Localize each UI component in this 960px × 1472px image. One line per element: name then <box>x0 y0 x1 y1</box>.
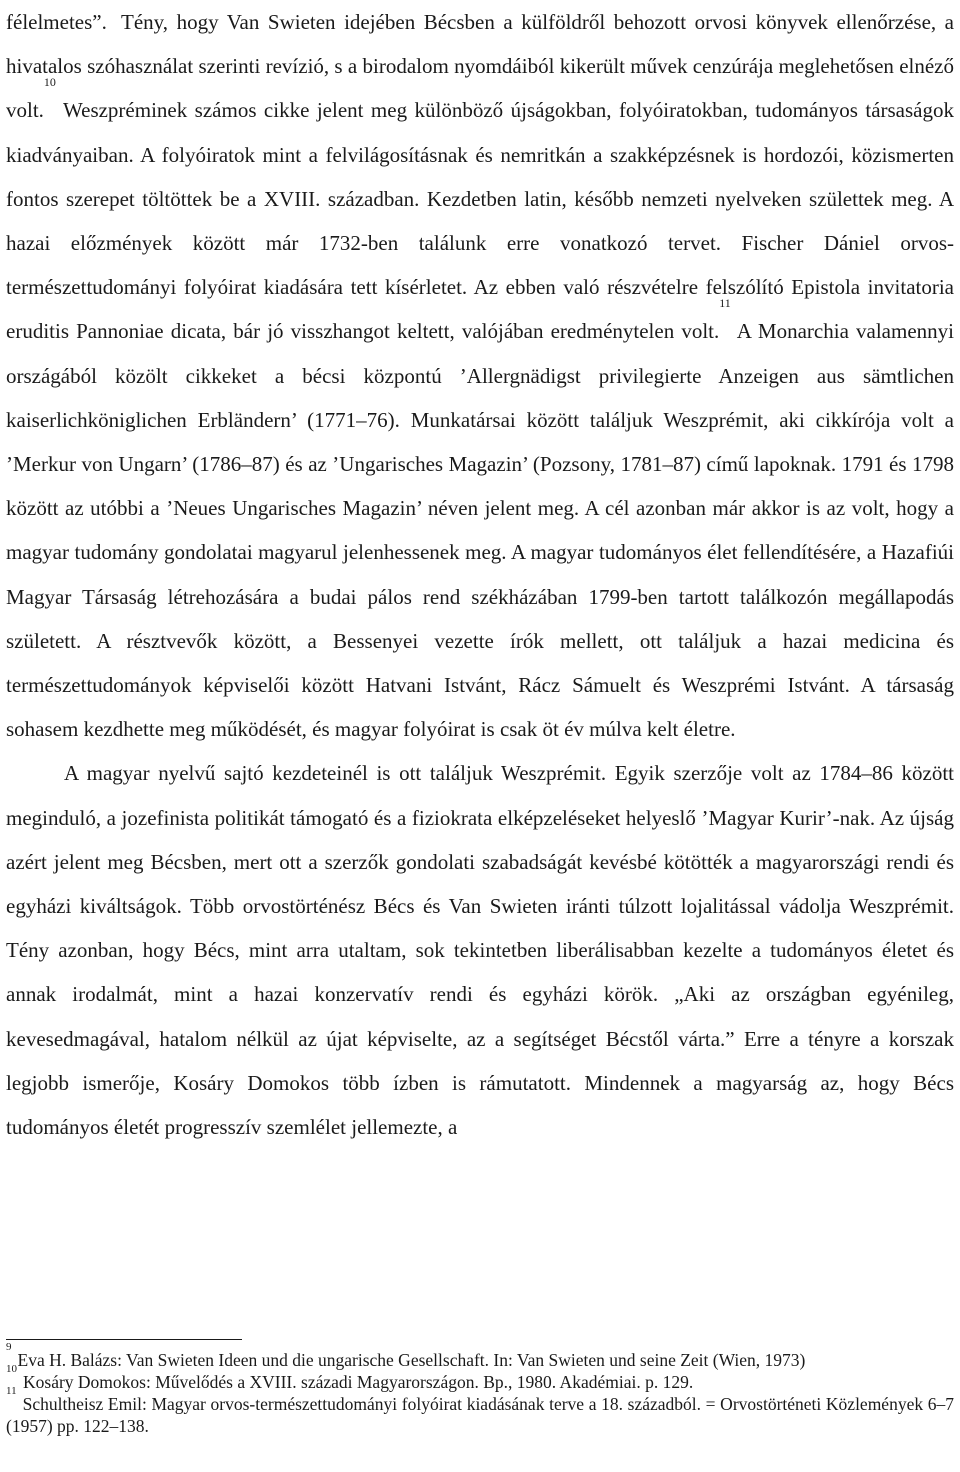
body-paragraph-2: A magyar nyelvű sajtó kezdeteinél is ott találjuk Weszprémit. Egyik szerzője volt az 1784–86 között meginduló, a jozefinista politikát támogató és a fiziokrata elképzeléseket helyeslő ’Magyar Kurir’-nak. Az újság azért jelent meg Bécsben, mert ott a szerzők gondolati szabadságát kevésbé kötötték a magyarországi rendi és egyházi kiváltságok. Több orvostörténész Bécs és Van Swieten iránti túlzott lojalitással vádolja Weszprémit. Tény azonban, hogy Bécs, mint arra utaltam, sok tekintetben liberálisabban kezelte a tudományos életet és annak irodalmát, mint a hazai konzervatív rendi és egyházi körök. „Aki az országban egyénileg, kevesedmagával, hatalom nélkül az újat képviselte, az a segítséget Bécstől várta.” Erre a tényre a korszak legjobb ismerője, Kosáry Domokos több ízben is rámutatott. Mindennek a magyarság az, hogy Bécs tudományos életét progresszív szemlélet jellemezte, a <box>6 761 954 1140</box>
footnote-number: 9 <box>6 1341 12 1353</box>
footnote-11 <box>6 1385 954 1437</box>
footnote-ref-10[interactable]: 10 <box>43 75 56 90</box>
footnote-number: 11 <box>6 1385 17 1397</box>
footnote-text: Schultheisz Emil: Magyar orvos-természettudományi folyóirat kiadásának terve a 18. századból. = Orvostörténeti Közlemények 6–7 (1957) pp. 122–138. <box>6 1394 954 1436</box>
footnotes <box>6 1341 954 1437</box>
footnote-number: 10 <box>6 1363 17 1375</box>
footnote-text: Eva H. Balázs: Van Swieten Ideen und die ungarische Gesellschaft. In: Van Swieten und seine Zeit (Wien, 1973) <box>17 1350 806 1370</box>
text-run: Tény, hogy Van Swieten idejében Bécsben a külföldről behozott orvosi könyvek ellenőrzése, a hivatalos szóhasználat szerinti revízió, s a birodalom nyomdáiból kikerült művek cenzúrája meglehetősen elnéző volt. <box>6 10 954 123</box>
footnote-ref-11[interactable]: 11 <box>719 296 731 311</box>
footnote-text: Kosáry Domokos: Művelődés a XVIII. századi Magyarországon. Bp., 1980. Akadémiai. p. 129. <box>23 1372 694 1392</box>
text-run: Weszpréminek számos cikke jelent meg különböző újságokban, folyóiratokban, tudományos társaságok kiadványaiban. A folyóiratok mint a felvilágosításnak és nemritkán a szakképzésnek is hordozói, közismerten fontos szerepet töltöttek be a XVIII. században. Kezdetben latin, később nemzeti nyelveken születtek meg. A hazai előzmények között már 1732-ben találunk erre vonatkozó tervet. Fischer Dániel orvos-természettudományi folyóirat kiadására tett kísérletet. Az ebben való részvételre felszólító Epistola invitatoria eruditis Pannoniae dicata, bár jó visszhangot keltett, valójában eredménytelen volt. <box>6 98 954 344</box>
text-run: félelmetes”. <box>6 10 107 34</box>
footnote-9 <box>6 1341 954 1371</box>
footnote-ref-9[interactable] <box>107 0 113 1</box>
footnote-10 <box>6 1363 954 1393</box>
text-run: A Monarchia valamennyi országából közölt cikkeket a bécsi központú ’Allergnädigst privilegierte Anzeigen aus sämtlichen kaiserlichköniglichen Erbländern’ (1771–76). Munkatársai között találjuk Weszprémit, aki cikkírója volt a ’Merkur von Ungarn’ (1786–87) és az ’Ungarisches Magazin’ (Pozsony, 1781–87) című lapoknak. 1791 és 1798 között az utóbbi a ’Neues Ungarisches Magazin’ néven jelent meg. A cél azonban már akkor is az volt, hogy a magyar tudomány gondolatai magyarul jelenhessenek meg. A magyar tudományos élet fellendítésére, a Hazafiúi Magyar Társaság létrehozására a budai pálos rend székházában 1799-ben tartott találkozón megállapodás született. A résztvevők között, a Bessenyei vezette írók mellett, ott találjuk a hazai medicina és természettudományok képviselői között Hatvani Istvánt, Rácz Sámuelt és Weszprémi Istvánt. A társaság sohasem kezdhette meg működését, és magyar folyóirat is csak öt év múlva kelt életre. <box>6 319 954 742</box>
body-paragraph-1 <box>6 0 954 751</box>
footnote-separator <box>6 1339 242 1340</box>
document-page <box>6 0 954 1149</box>
